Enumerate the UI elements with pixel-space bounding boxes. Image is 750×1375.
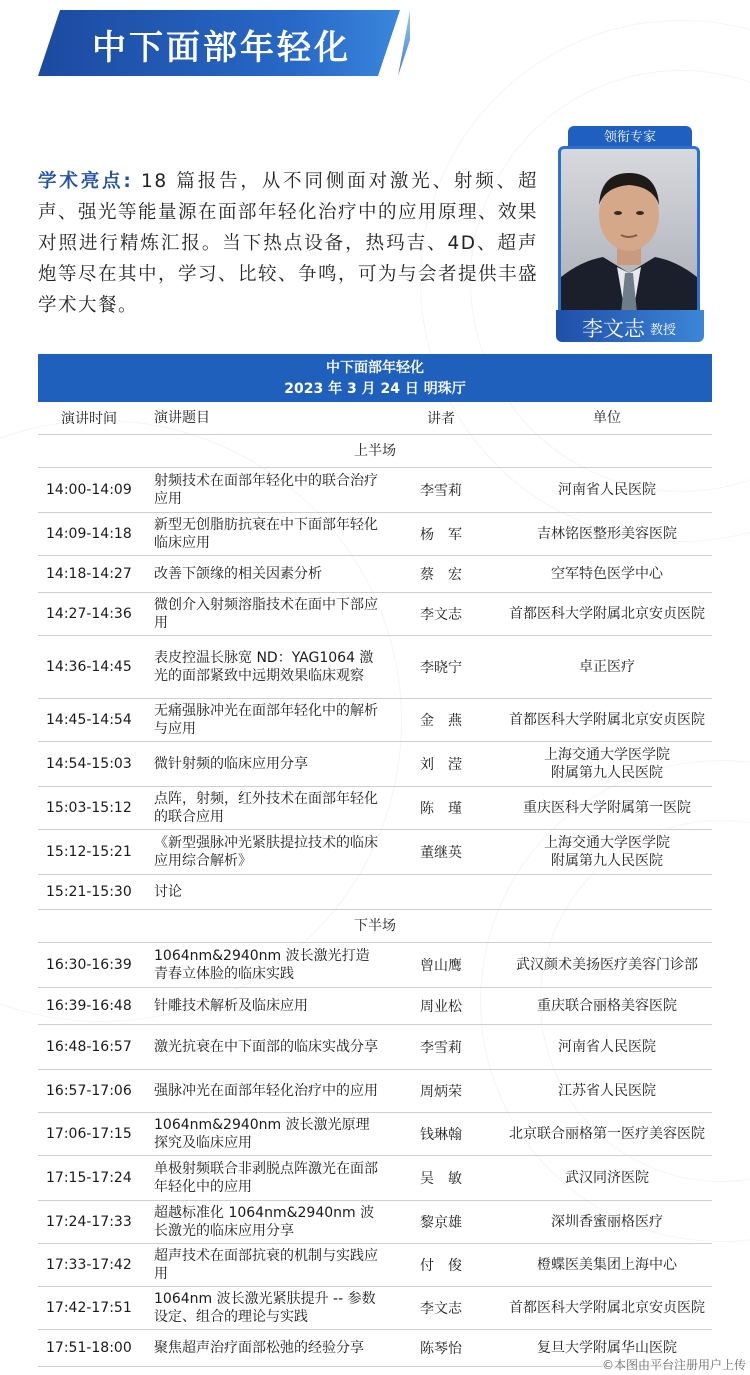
- topic-cell: 1064nm&2940nm 波长激光原理探究及临床应用: [154, 1117, 370, 1151]
- table-row: [38, 1070, 712, 1113]
- table-row: [38, 1025, 712, 1070]
- time-cell: 14:27-14:36: [46, 606, 132, 622]
- speaker-cell: 周炳荣: [420, 1084, 462, 1100]
- academic-highlights: [38, 166, 538, 321]
- speaker-cell: 刘 滢: [420, 757, 462, 773]
- institution-cell: 上海交通大学医学院 附属第九人民医院: [544, 747, 670, 781]
- time-cell: 17:51-18:00: [46, 1340, 132, 1356]
- institution-cell: 河南省人民医院: [558, 1039, 656, 1055]
- highlights-label: 学术亮点:: [38, 171, 133, 192]
- topic-cell: 超声技术在面部抗衰的机制与实践应用: [154, 1248, 378, 1282]
- table-row: [38, 556, 712, 593]
- second-half-rows: [38, 943, 712, 1367]
- institution-cell: 北京联合丽格第一医疗美容医院: [509, 1126, 705, 1142]
- speaker-cell: 吴 敏: [420, 1171, 462, 1187]
- topic-cell: 点阵，射频，红外技术在面部年轻化的联合应用: [154, 791, 378, 825]
- col-speaker-header: 讲者: [427, 411, 455, 427]
- section-first-half: 上半场: [38, 435, 712, 468]
- institution-cell: 吉林铭医整形美容医院: [537, 526, 677, 542]
- institution-cell: 河南省人民医院: [558, 482, 656, 498]
- institution-cell: 橙蝶医美集团上海中心: [537, 1257, 677, 1273]
- time-cell: 16:48-16:57: [46, 1039, 132, 1055]
- time-cell: 15:03-15:12: [46, 800, 132, 816]
- institution-cell: 重庆医科大学附属第一医院: [523, 800, 691, 816]
- table-row: [38, 943, 712, 988]
- time-cell: 17:33-17:42: [46, 1257, 132, 1273]
- time-cell: 14:09-14:18: [46, 526, 132, 542]
- topic-cell: 无痛强脉冲光在面部年轻化中的解析与应用: [154, 703, 378, 737]
- speaker-cell: 周业松: [420, 999, 462, 1015]
- upload-notice: ©本图由平台注册用户上传: [601, 1358, 746, 1372]
- time-cell: 14:36-14:45: [46, 659, 132, 675]
- highlights-text: 18 篇报告，从不同侧面对激光、射频、超声、强光等能量源在面部年轻化治疗中的应用原理、效果对照进行精炼汇报。当下热点设备，热玛吉、4D、超声炮等尽在其中，学习、比较、争鸣，可为与会者提供丰盛学术大餐。: [38, 171, 539, 316]
- speaker-cell: 陈 瑾: [420, 801, 462, 817]
- topic-cell: 微针射频的临床应用分享: [154, 756, 308, 772]
- topic-cell: 讨论: [154, 884, 182, 900]
- institution-cell: 武汉同济医院: [565, 1170, 649, 1186]
- speaker-cell: 曾山鹰: [420, 958, 462, 974]
- institution-cell: 上海交通大学医学院 附属第九人民医院: [544, 835, 670, 869]
- col-time-header: 演讲时间: [61, 411, 117, 427]
- time-cell: 15:21-15:30: [46, 884, 132, 900]
- institution-cell: 卓正医疗: [579, 659, 635, 675]
- table-row: [38, 513, 712, 556]
- institution-cell: 武汉颜术美扬医疗美容门诊部: [516, 957, 698, 973]
- speaker-cell: 李晓宁: [420, 660, 462, 676]
- time-cell: 14:00-14:09: [46, 482, 132, 498]
- topic-cell: 1064nm&2940nm 波长激光打造青春立体脸的临床实践: [154, 948, 370, 982]
- speaker-cell: 付 俊: [420, 1258, 462, 1274]
- institution-cell: 首都医科大学附属北京安贞医院: [509, 712, 705, 728]
- time-cell: 14:54-15:03: [46, 756, 132, 772]
- topic-cell: 单极射频联合非剥脱点阵激光在面部年轻化中的应用: [154, 1161, 378, 1195]
- table-row: [38, 830, 712, 875]
- table-row: [38, 1244, 712, 1287]
- time-cell: 17:42-17:51: [46, 1300, 132, 1316]
- table-row: [38, 636, 712, 699]
- time-cell: 17:24-17:33: [46, 1214, 132, 1230]
- speaker-cell: 黎京雄: [420, 1215, 462, 1231]
- time-cell: 17:06-17:15: [46, 1126, 132, 1142]
- speaker-cell: 钱琳翰: [420, 1127, 462, 1143]
- topic-cell: 聚焦超声治疗面部松弛的经验分享: [154, 1340, 364, 1356]
- time-cell: 14:18-14:27: [46, 566, 132, 582]
- topic-cell: 《新型强脉冲光紧肤提拉技术的临床应用综合解析》: [154, 835, 378, 869]
- topic-cell: 表皮控温长脉宽 ND：YAG1064 激光的面部紧致中远期效果临床观察: [154, 650, 374, 684]
- institution-cell: 首都医科大学附属北京安贞医院: [509, 606, 705, 622]
- table-row: [38, 1156, 712, 1201]
- institution-cell: 首都医科大学附属北京安贞医院: [509, 1300, 705, 1316]
- topic-cell: 超越标准化 1064nm&2940nm 波长激光的临床应用分享: [154, 1205, 375, 1239]
- table-header: [38, 354, 712, 402]
- time-cell: 14:45-14:54: [46, 712, 132, 728]
- speaker-cell: 李雪莉: [420, 1040, 462, 1056]
- institution-cell: 空军特色医学中心: [551, 566, 663, 582]
- table-row: [38, 787, 712, 830]
- institution-cell: 江苏省人民医院: [558, 1083, 656, 1099]
- table-row: [38, 593, 712, 636]
- page-title: 中下面部年轻化: [92, 28, 351, 68]
- expert-photo: [558, 146, 700, 316]
- table-title: 中下面部年轻化: [326, 360, 424, 376]
- time-cell: 17:15-17:24: [46, 1170, 132, 1186]
- first-half-rows: [38, 468, 712, 910]
- speaker-cell: 李文志: [420, 607, 462, 623]
- speaker-cell: 蔡 宏: [420, 567, 462, 583]
- topic-cell: 1064nm 波长激光紧肤提升 -- 参数设定、组合的理论与实践: [154, 1291, 376, 1325]
- section-second-half: 下半场: [38, 910, 712, 943]
- table-row: [38, 699, 712, 742]
- expert-nameplate: [556, 310, 704, 342]
- time-cell: 16:30-16:39: [46, 957, 132, 973]
- speaker-cell: 杨 军: [420, 527, 462, 543]
- topic-cell: 新型无创脂肪抗衰在中下面部年轻化临床应用: [154, 517, 378, 551]
- table-row: [38, 1201, 712, 1244]
- expert-title: 教授: [650, 323, 677, 338]
- table-subtitle: 2023 年 3 月 24 日 明珠厅: [284, 381, 466, 397]
- lead-expert-card: [556, 126, 706, 342]
- table-row: [38, 1287, 712, 1330]
- institution-cell: 重庆联合丽格美容医院: [537, 998, 677, 1014]
- table-row: [38, 875, 712, 910]
- time-cell: 16:57-17:06: [46, 1083, 132, 1099]
- expert-name: 李文志: [582, 317, 645, 341]
- expert-tag: 领衔专家: [568, 126, 692, 150]
- topic-cell: 激光抗衰在中下面部的临床实战分享: [154, 1039, 378, 1055]
- column-header-row: [38, 402, 712, 435]
- topic-cell: 强脉冲光在面部年轻化治疗中的应用: [154, 1083, 378, 1099]
- table-row: [38, 468, 712, 513]
- table-row: [38, 742, 712, 787]
- speaker-cell: 陈琴怡: [420, 1341, 462, 1357]
- title-banner: [38, 10, 418, 76]
- institution-cell: 复旦大学附属华山医院: [537, 1340, 677, 1356]
- table-row: [38, 988, 712, 1025]
- speaker-cell: 李文志: [420, 1301, 462, 1317]
- topic-cell: 改善下颌缘的相关因素分析: [154, 566, 322, 582]
- topic-cell: 微创介入射频溶脂技术在面中下部应用: [154, 597, 378, 631]
- speaker-cell: 金 燕: [420, 713, 462, 729]
- time-cell: 15:12-15:21: [46, 844, 132, 860]
- table-row: [38, 1113, 712, 1156]
- time-cell: 16:39-16:48: [46, 998, 132, 1014]
- schedule-table: [38, 354, 712, 1367]
- institution-cell: 深圳香蜜丽格医疗: [551, 1214, 663, 1230]
- speaker-cell: 李雪莉: [420, 483, 462, 499]
- col-institution-header: 单位: [593, 410, 621, 426]
- topic-cell: 针雕技术解析及临床应用: [154, 998, 308, 1014]
- speaker-cell: 董继英: [420, 845, 462, 861]
- topic-cell: 射频技术在面部年轻化中的联合治疗应用: [154, 473, 378, 507]
- col-topic-header: 演讲题目: [154, 410, 210, 426]
